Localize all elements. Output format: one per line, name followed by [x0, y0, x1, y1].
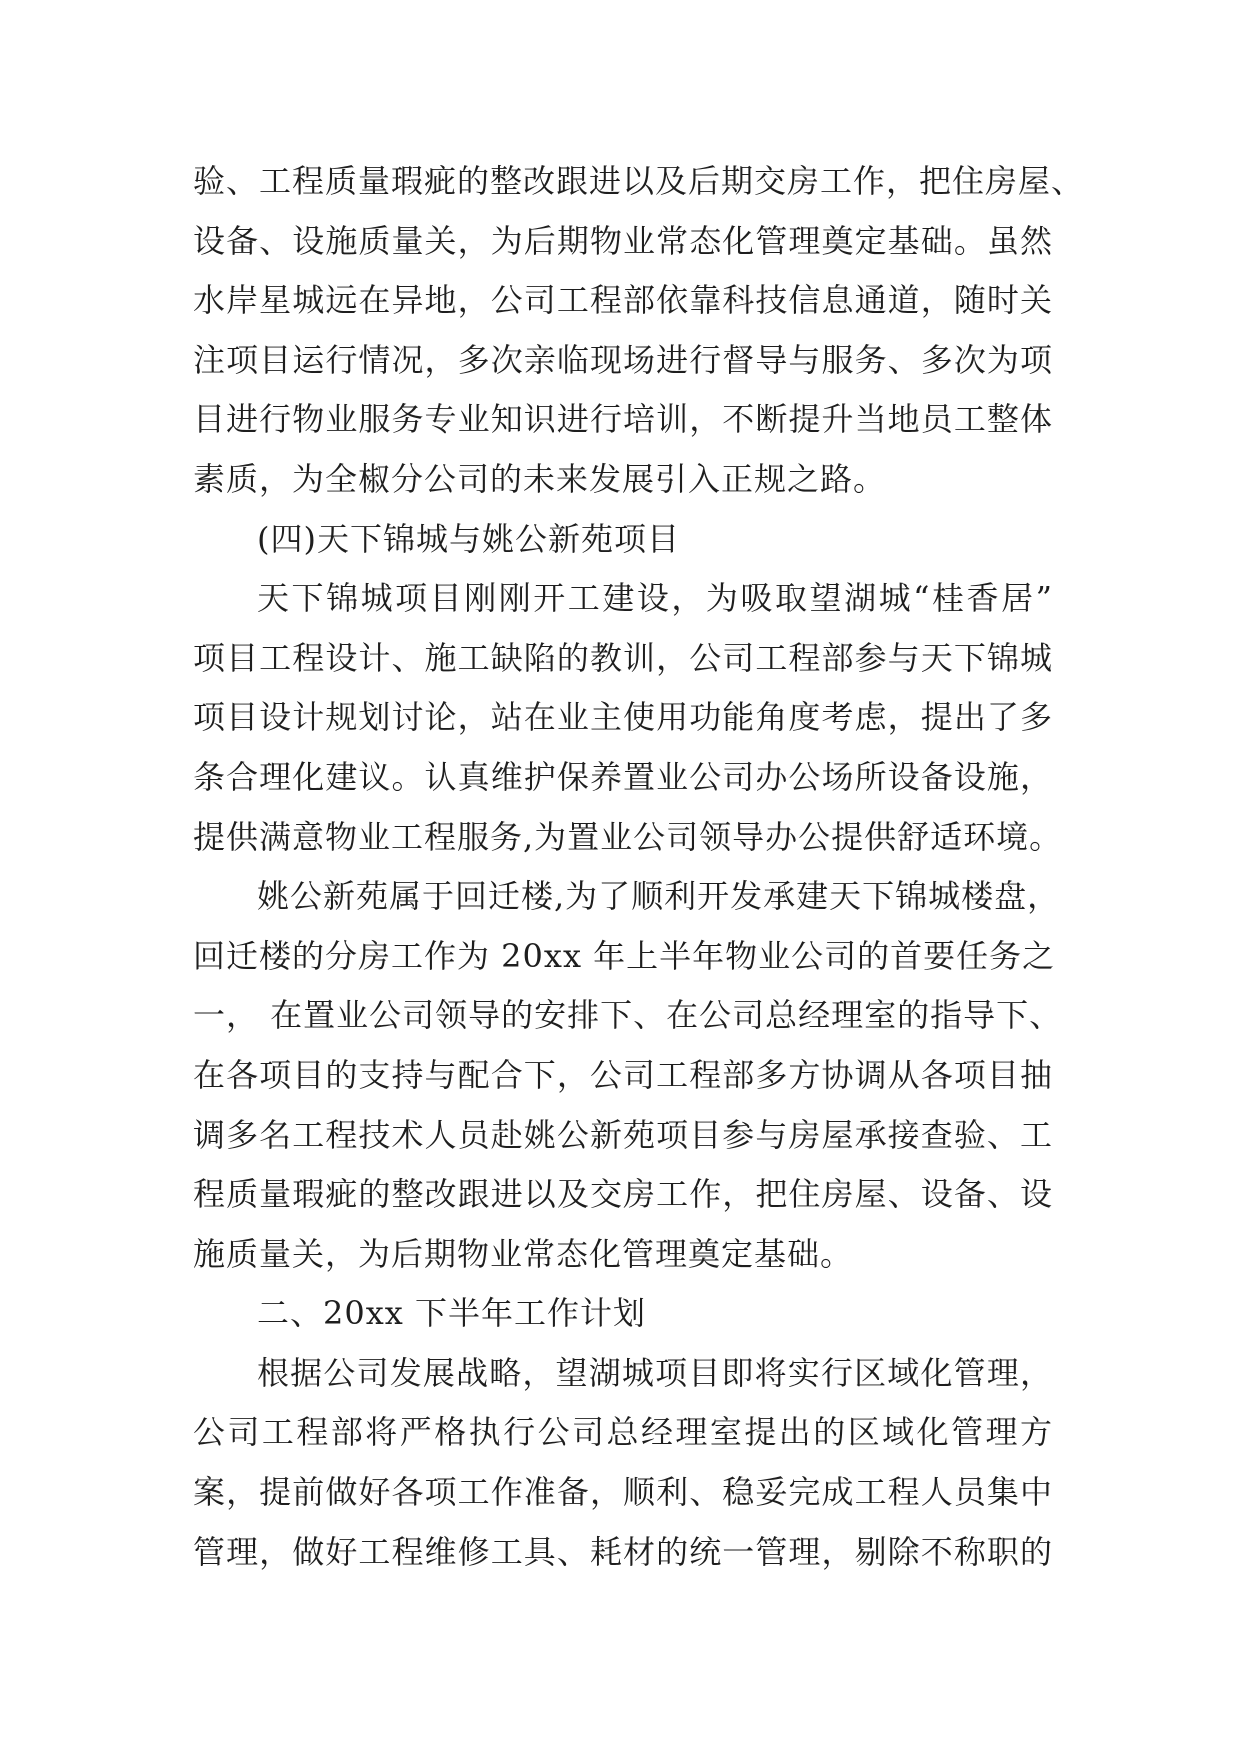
text-line: 条合理化建议。认真维护保养置业公司办公场所设备设施，: [193, 757, 1053, 796]
paragraph-yaogong-xinyuan: [193, 867, 1063, 1284]
paragraph-tianxia-jincheng: [193, 569, 1063, 867]
text-line: 案，提前做好各项工作准备，顺利、稳妥完成工程人员集中: [193, 1473, 1053, 1512]
text-line: 姚公新苑属于回迁楼,为了顺利开发承建天下锦城楼盘，: [257, 877, 1061, 916]
text-line: 注项目运行情况，多次亲临现场进行督导与服务、多次为项: [193, 340, 1053, 379]
text-line: 素质，为全椒分公司的未来发展引入正规之路。: [193, 459, 887, 498]
text-line: 目进行物业服务专业知识进行培训，不断提升当地员工整体: [193, 400, 1053, 439]
text-line: 管理，做好工程维修工具、耗材的统一管理，剔除不称职的: [193, 1532, 1053, 1571]
section-heading-tianxia-jincheng: (四)天下锦城与姚公新苑项目: [257, 519, 680, 558]
text-line: 一， 在置业公司领导的安排下、在公司总经理室的指导下、: [193, 996, 1063, 1035]
section-heading-work-plan: 二、20xx 下半年工作计划: [257, 1294, 646, 1333]
text-line: 验、工程质量瑕疵的整改跟进以及后期交房工作，把住房屋、: [193, 162, 1085, 200]
text-line: 施质量关，为后期物业常态化管理奠定基础。: [193, 1234, 854, 1273]
paragraph-work-plan: [193, 1344, 1053, 1582]
text-line: 水岸星城远在异地，公司工程部依靠科技信息通道，随时关: [193, 281, 1053, 320]
text-line: 项目设计规划讨论，站在业主使用功能角度考虑，提出了多: [193, 698, 1053, 737]
text-line: 在各项目的支持与配合下，公司工程部多方协调从各项目抽: [193, 1055, 1053, 1094]
text-line: 天下锦城项目刚刚开工建设，为吸取望湖城“桂香居”: [257, 579, 1053, 618]
paragraph-continuation: [193, 152, 1085, 510]
text-line: 公司工程部将严格执行公司总经理室提出的区域化管理方: [193, 1413, 1053, 1452]
text-line: 程质量瑕疵的整改跟进以及交房工作，把住房屋、设备、设: [193, 1175, 1053, 1214]
text-line: 回迁楼的分房工作为 20xx 年上半年物业公司的首要任务之: [193, 936, 1056, 975]
text-line: 项目工程设计、施工缺陷的教训，公司工程部参与天下锦城: [193, 638, 1053, 677]
text-line: 提供满意物业工程服务,为置业公司领导办公提供舒适环境。: [193, 817, 1063, 856]
document-body: [193, 152, 1085, 1582]
text-line: 根据公司发展战略，望湖城项目即将实行区域化管理，: [257, 1353, 1053, 1392]
text-line: 调多名工程技术人员赴姚公新苑项目参与房屋承接查验、工: [193, 1115, 1053, 1154]
text-line: 设备、设施质量关，为后期物业常态化管理奠定基础。虽然: [193, 221, 1053, 260]
